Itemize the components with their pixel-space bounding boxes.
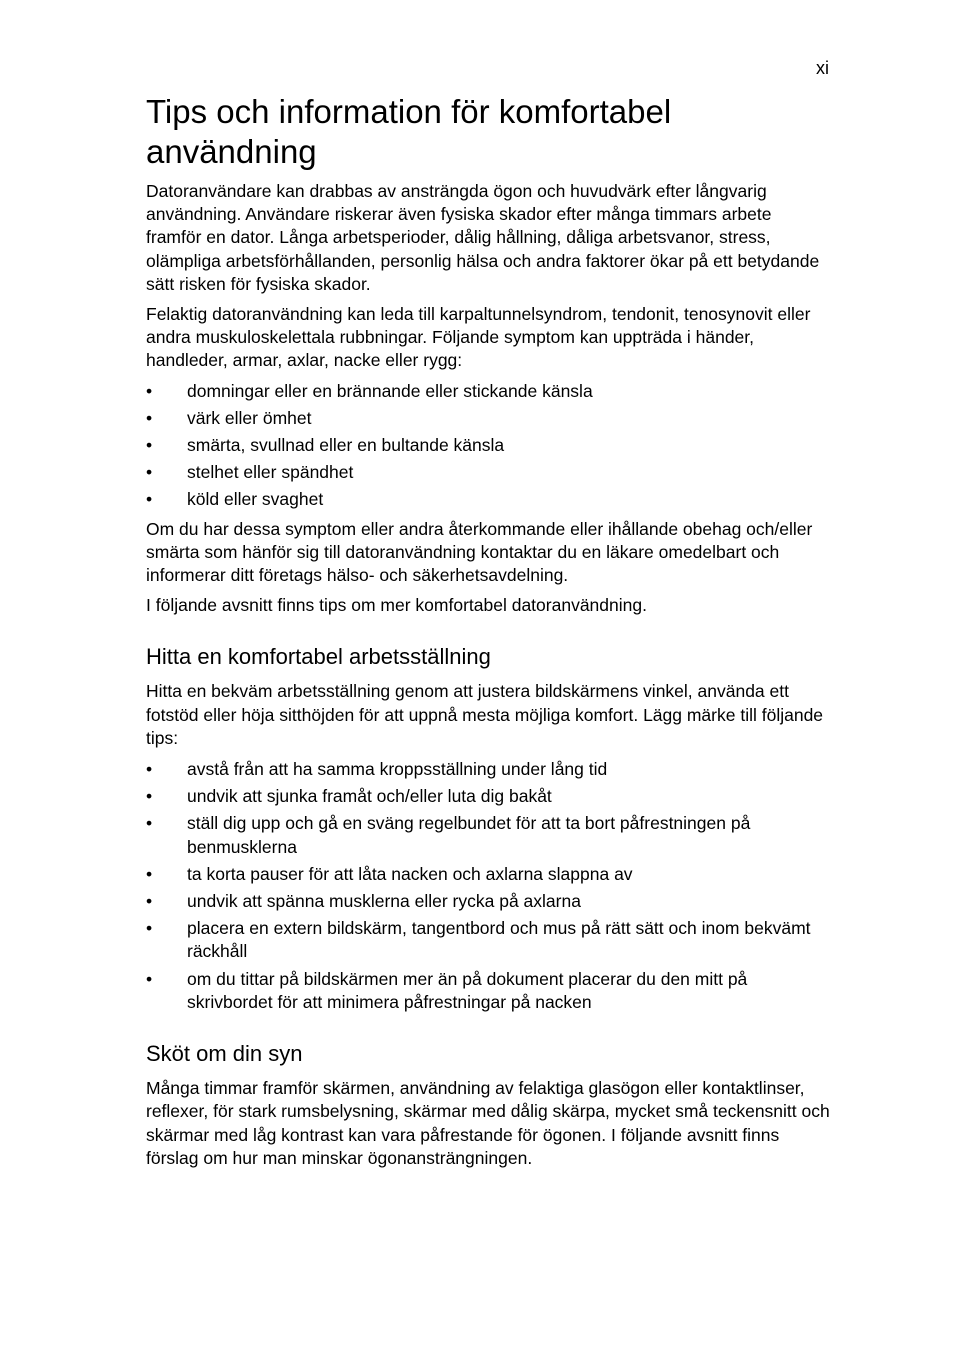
bullet-icon: • xyxy=(146,813,153,834)
list-item: • ta korta pauser för att låta nacken och axlarna slappna av xyxy=(146,863,830,886)
posture-paragraph: Hitta en bekväm arbetsställning genom att justera bildskärmens vinkel, använda ett fotstöd eller höja sitthöjden för att uppnå mesta möjliga komfort. Lägg märke till följande tips: xyxy=(146,681,824,748)
list-item: • placera en extern bildskärm, tangentbord och mus på rätt sätt och inom bekvämt räckhåll xyxy=(146,918,811,962)
posture-tips-list xyxy=(146,758,830,1014)
eyes-paragraph: Många timmar framför skärmen, användning av felaktiga glasögon eller kontaktlinser, reflexer, för stark rumsbelysning, skärmar med dålig skärpa, mycket små teckensnitt och skärmar med låg kontrast kan vara påfrestande för ögonen. I följande avsnitt finns förslag om hur man minskar ögonansträngningen. xyxy=(146,1078,830,1168)
list-item: • avstå från att ha samma kroppsställning under lång tid xyxy=(146,758,830,781)
list-item: • undvik att sjunka framåt och/eller luta dig bakåt xyxy=(146,785,830,808)
list-item: • domningar eller en brännande eller stickande känsla xyxy=(146,380,830,403)
bullet-icon: • xyxy=(146,968,153,989)
bullet-icon: • xyxy=(146,407,153,428)
list-item: • undvik att spänna musklerna eller rycka på axlarna xyxy=(146,890,830,913)
bullet-icon: • xyxy=(146,918,153,939)
intro-paragraph-3: Om du har dessa symptom eller andra återkommande eller ihållande obehag och/eller smärta som hänför sig till datoranvändning kontaktar du en läkare omedelbart och informerar ditt företags hälso- och säkerhetsavdelning. xyxy=(146,518,813,586)
bullet-icon: • xyxy=(146,863,153,884)
bullet-icon: • xyxy=(146,462,153,483)
list-item: • värk eller ömhet xyxy=(146,407,830,430)
list-item: • köld eller svaghet xyxy=(146,488,830,511)
bullet-icon: • xyxy=(146,786,153,807)
document-body xyxy=(146,92,830,1177)
bullet-icon: • xyxy=(146,380,153,401)
intro-paragraph-2: Felaktig datoranvändning kan leda till karpaltunnelsyndrom, tendonit, tenosynovit eller andra muskuloskelettala rubbningar. Följande symptom kan uppträda i händer, handleder, armar, axlar, nacke eller rygg: xyxy=(146,304,811,371)
section-heading-eyes: Sköt om din syn xyxy=(146,1041,303,1067)
section-heading-posture: Hitta en komfortabel arbetsställning xyxy=(146,644,491,670)
page-title: Tips och information för komfortabel användning xyxy=(146,93,672,170)
page-number: xi xyxy=(816,58,829,78)
bullet-icon: • xyxy=(146,435,153,456)
list-item: • om du tittar på bildskärmen mer än på dokument placerar du den mitt på skrivbordet för att minimera påfrestningar på nacken xyxy=(146,968,748,1012)
symptom-list xyxy=(146,380,830,512)
intro-paragraph-4: I följande avsnitt finns tips om mer komfortabel datoranvändning. xyxy=(146,595,647,616)
intro-paragraph-1: Datoranvändare kan drabbas av ansträngda ögon och huvudvärk efter långvarig användning. Användare riskerar även fysiska skador efter många timmars arbete framför en dator. Långa arbetsperioder, dålig hållning, dåliga arbetsvanor, stress, olämpliga arbetsförhållanden, personlig hälsa och andra faktorer ökar på ett betydande sätt risken för fysiska skador. xyxy=(146,181,820,294)
list-item: • ställ dig upp och gå en sväng regelbundet för att ta bort påfrestningen på benmusklerna xyxy=(146,813,751,857)
bullet-icon: • xyxy=(146,759,153,780)
bullet-icon: • xyxy=(146,489,153,510)
bullet-icon: • xyxy=(146,891,153,912)
list-item: • stelhet eller spändhet xyxy=(146,461,830,484)
list-item: • smärta, svullnad eller en bultande känsla xyxy=(146,434,830,457)
